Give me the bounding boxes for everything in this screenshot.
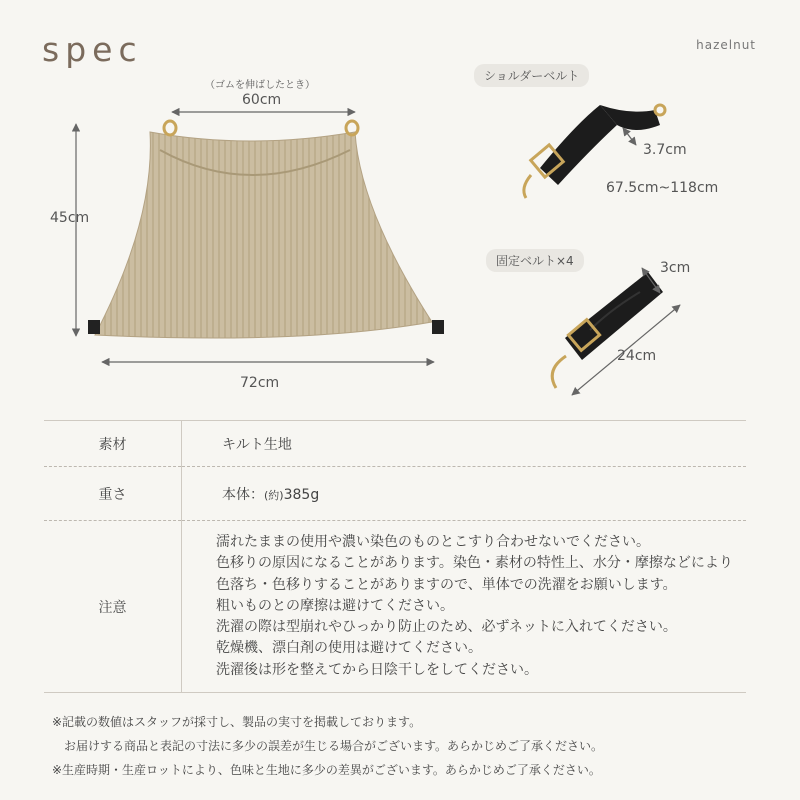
brand-name: hazelnut: [696, 38, 756, 52]
caution-line: 色移りの原因になることがあります。染色・素材の特性上、水分・摩擦などにより: [216, 555, 733, 572]
shoulder-belt-tag: ショルダーベルト: [474, 64, 589, 87]
fixing-belt-width: 3cm: [660, 260, 691, 276]
weight-prefix: 本体：: [222, 486, 264, 503]
fixing-belt-length: 24cm: [617, 348, 657, 364]
caution-line: 洗濯後は形を整えてから日陰干しをしてください。: [216, 661, 538, 678]
footnote: ※記載の数値はスタッフが採寸し、製品の実寸を掲載しております。: [52, 715, 422, 729]
width-top-label: 60cm: [242, 92, 282, 108]
width-bottom-label: 72cm: [240, 375, 280, 391]
caution-text: [182, 521, 747, 693]
fixing-belt-image: [552, 272, 663, 388]
caution-line: 色落ち・色移りすることがありますので、単体での洗濯をお願いします。: [216, 576, 677, 593]
caution-line: 乾燥機、漂白剤の使用は避けてください。: [216, 640, 482, 657]
caution-line: 粗いものとの摩擦は避けてください。: [216, 597, 454, 614]
weight-value-cell: [182, 467, 747, 521]
weight-value: 385g: [283, 486, 320, 503]
footnote: ※生産時期・生産ロットにより、色味と生地に多少の差異がございます。あらかじめご了承ください。: [52, 763, 601, 777]
material-value: キルト生地: [222, 436, 292, 453]
page-title: spec: [42, 30, 143, 69]
fixing-belt-tag: 固定ベルト×4: [486, 249, 584, 272]
caution-row: [44, 521, 746, 693]
stretch-note: （ゴムを伸ばしたとき）: [205, 80, 315, 91]
weight-approx: (約): [264, 488, 284, 502]
footnote: お届けする商品と表記の寸法に多少の誤差が生じる場合がございます。あらかじめご了承ください。: [52, 739, 604, 753]
caution-line: 濡れたままの使用や濃い染色のものとこすり合わせないでください。: [216, 533, 650, 550]
weight-row: [44, 467, 746, 521]
caution-line: 洗濯の際は型崩れやひっかり防止のため、必ずネットに入れてください。: [216, 619, 677, 636]
caution-label: 注意: [44, 521, 182, 693]
shoulder-belt-length: 67.5cm~118cm: [606, 180, 719, 196]
shoulder-belt-width: 3.7cm: [643, 142, 687, 158]
height-label: 45cm: [50, 210, 90, 226]
material-row: [44, 421, 746, 467]
footnotes: [52, 710, 603, 782]
weight-label: 重さ: [44, 467, 182, 521]
bag-image: [88, 121, 444, 338]
material-label: 素材: [44, 421, 182, 467]
spec-table: [44, 420, 746, 693]
